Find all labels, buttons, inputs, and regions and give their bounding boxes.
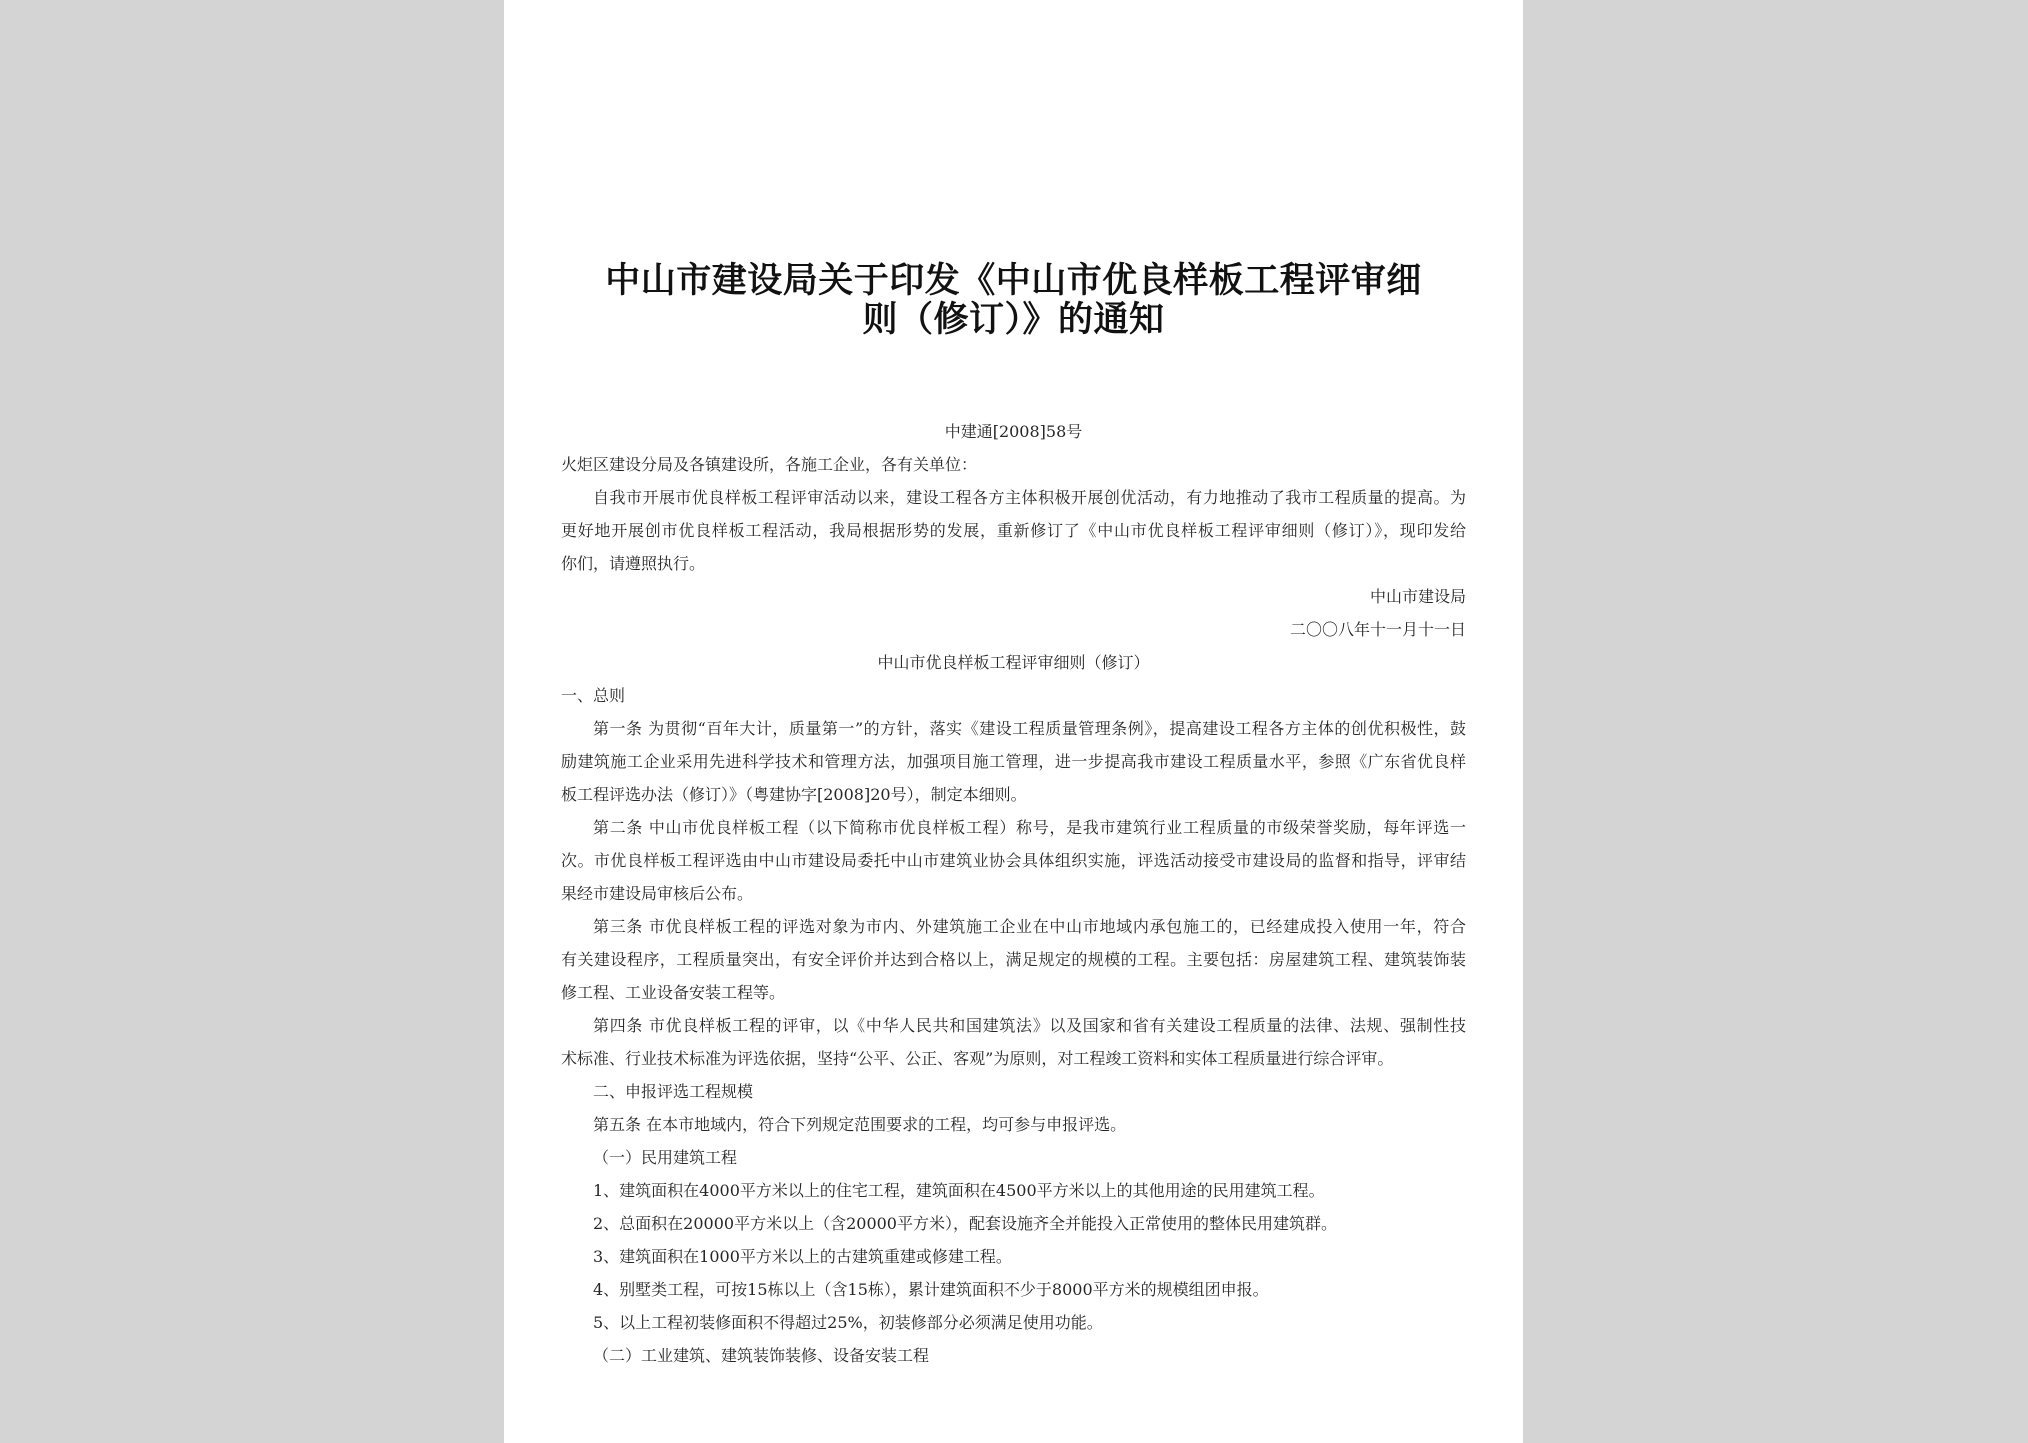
paragraph-line: 自我市开展市优良样板工程评审活动以来，建设工程各方主体积极开展创优活动，有力地推动了我市工程质量的提高。为 bbox=[593, 488, 1466, 507]
article-line: 有关建设程序，工程质量突出，有安全评价并达到合格以上，满足规定的规模的工程。主要包括：房屋建筑工程、建筑装饰装 bbox=[561, 950, 1466, 969]
list-item: 2、总面积在20000平方米以上（含20000平方米），配套设施齐全并能投入正常使用的整体民用建筑群。 bbox=[593, 1214, 1337, 1233]
rules-title: 中山市优良样板工程评审细则（修订） bbox=[877, 653, 1150, 672]
list-item: 5、以上工程初装修面积不得超过25%，初装修部分必须满足使用功能。 bbox=[593, 1313, 1103, 1332]
article-line: 修工程、工业设备安装工程等。 bbox=[561, 983, 786, 1002]
article-line: 第五条 在本市地域内，符合下列规定范围要求的工程，均可参与申报评选。 bbox=[593, 1115, 1127, 1134]
list-item: 1、建筑面积在4000平方米以上的住宅工程，建筑面积在4500平方米以上的其他用途的民用建筑工程。 bbox=[593, 1181, 1325, 1200]
article-line: 第四条 市优良样板工程的评审，以《中华人民共和国建筑法》以及国家和省有关建设工程质量的法律、法规、强制性技 bbox=[593, 1016, 1466, 1035]
sub-heading: （二）工业建筑、建筑装饰装修、设备安装工程 bbox=[593, 1346, 930, 1365]
list-item: 3、建筑面积在1000平方米以上的古建筑重建或修建工程。 bbox=[593, 1247, 1012, 1266]
article-line: 次。市优良样板工程评选由中山市建设局委托中山市建筑业协会具体组织实施，评选活动接受市建设局的监督和指导，评审结 bbox=[561, 851, 1466, 870]
document-number: 中建通[2008]58号 bbox=[944, 422, 1083, 441]
title-line: 中山市建设局关于印发《中山市优良样板工程评审细 bbox=[605, 261, 1422, 301]
article-line: 术标准、行业技术标准为评选依据，坚持“公平、公正、客观”为原则，对工程竣工资料和实体工程质量进行综合评审。 bbox=[561, 1049, 1394, 1068]
document-title bbox=[594, 262, 1433, 340]
article-line: 第二条 中山市优良样板工程（以下简称市优良样板工程）称号，是我市建筑行业工程质量的市级荣誉奖励，每年评选一 bbox=[593, 818, 1466, 837]
issuer: 中山市建设局 bbox=[1369, 587, 1466, 606]
title-line: 则（修订）》的通知 bbox=[862, 300, 1165, 340]
section-heading: 一、总则 bbox=[561, 686, 626, 705]
article-line: 第三条 市优良样板工程的评选对象为市内、外建筑施工企业在中山市地域内承包施工的，已经建成投入使用一年，符合 bbox=[593, 917, 1466, 936]
article-line: 第一条 为贯彻“百年大计，质量第一”的方针，落实《建设工程质量管理条例》，提高建设工程各方主体的创优积极性，鼓 bbox=[593, 719, 1466, 738]
issue-date: 二〇〇八年十一月十一日 bbox=[1289, 620, 1466, 639]
paragraph-line: 更好地开展创市优良样板工程活动，我局根据形势的发展，重新修订了《中山市优良样板工程评审细则（修订）》，现印发给 bbox=[561, 521, 1466, 540]
paragraph-line: 你们，请遵照执行。 bbox=[561, 554, 706, 573]
recipients: 火炬区建设分局及各镇建设所，各施工企业，各有关单位： bbox=[561, 455, 978, 474]
list-item: 4、别墅类工程，可按15栋以上（含15栋），累计建筑面积不少于8000平方米的规模组团申报。 bbox=[593, 1280, 1269, 1299]
sub-heading: （一）民用建筑工程 bbox=[593, 1148, 738, 1167]
article-line: 板工程评选办法（修订）》（粤建协字[2008]20号），制定本细则。 bbox=[561, 785, 1027, 804]
section-heading: 二、申报评选工程规模 bbox=[593, 1082, 754, 1101]
article-line: 果经市建设局审核后公布。 bbox=[561, 884, 754, 903]
article-line: 励建筑施工企业采用先进科学技术和管理方法，加强项目施工管理，进一步提高我市建设工程质量水平，参照《广东省优良样 bbox=[561, 752, 1466, 771]
document-page bbox=[504, 0, 1523, 1443]
